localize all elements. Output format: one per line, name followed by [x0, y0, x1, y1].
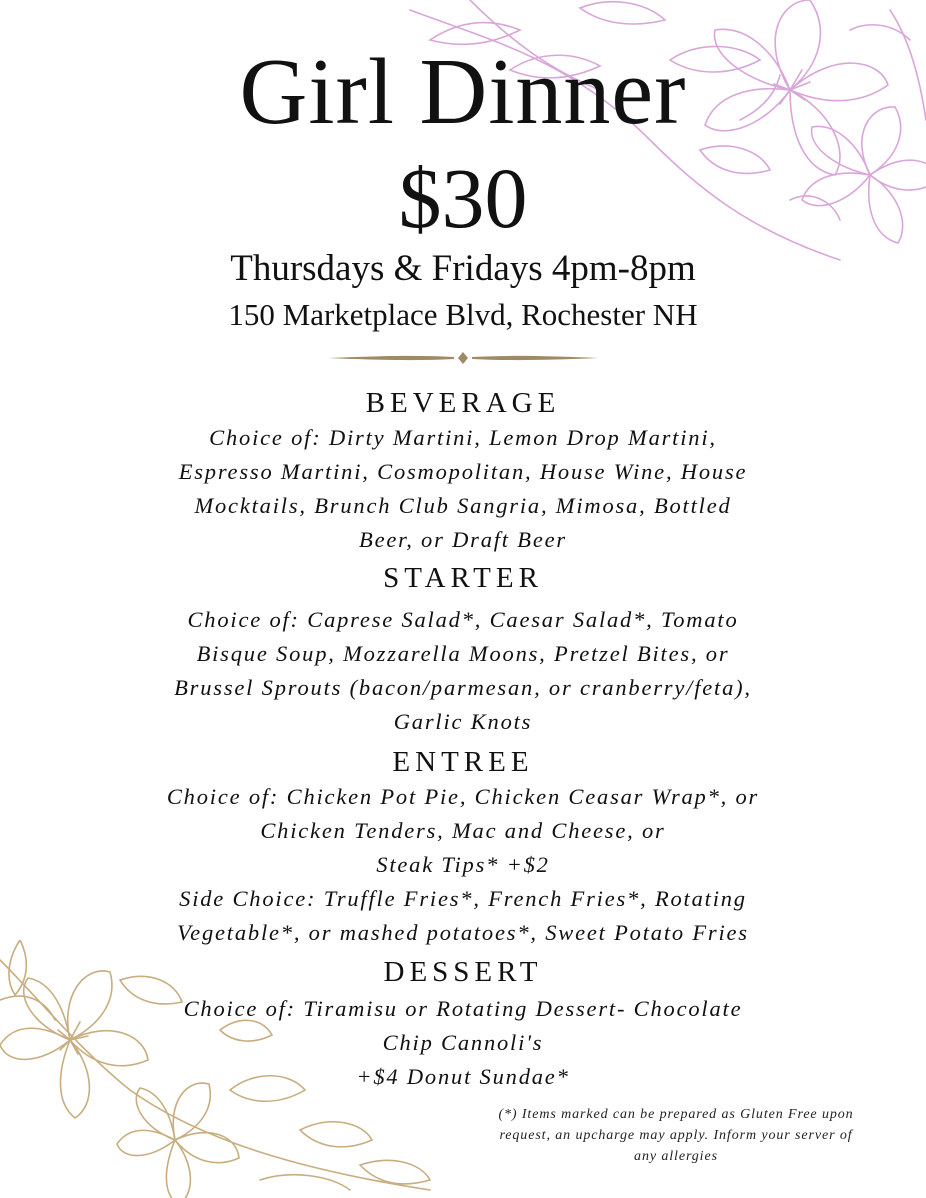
beverage-line: Choice of: Dirty Martini, Lemon Drop Martini,: [209, 425, 717, 450]
beverage-description: [113, 421, 813, 557]
section-heading-beverage: BEVERAGE: [365, 387, 561, 419]
ornamental-divider: [326, 349, 600, 367]
entree-line: Vegetable*, or mashed potatoes*, Sweet Potato Fries: [177, 920, 749, 945]
dessert-description: [113, 992, 813, 1094]
address-text: 150 Marketplace Blvd, Rochester NH: [228, 297, 698, 332]
beverage-line: Beer, or Draft Beer: [359, 527, 567, 552]
section-heading-starter: STARTER: [383, 562, 543, 594]
entree-line: Choice of: Chicken Pot Pie, Chicken Ceasar Wrap*, or: [166, 784, 760, 809]
section-heading-dessert: DESSERT: [383, 956, 543, 988]
gluten-free-footnote: [436, 1104, 916, 1167]
entree-line: Chicken Tenders, Mac and Cheese, or: [260, 818, 666, 843]
starter-line: Garlic Knots: [393, 709, 533, 734]
starter-line: Brussel Sprouts (bacon/parmesan, or cranberry/feta),: [174, 675, 752, 700]
beverage-line: Mocktails, Brunch Club Sangria, Mimosa, Bottled: [194, 493, 732, 518]
entree-line: Steak Tips* +$2: [376, 852, 550, 877]
entree-line: Side Choice: Truffle Fries*, French Fries*, Rotating: [179, 886, 747, 911]
starter-line: Choice of: Caprese Salad*, Caesar Salad*, Tomato: [187, 607, 739, 632]
beverage-line: Espresso Martini, Cosmopolitan, House Wine, House: [178, 459, 748, 484]
dessert-line: +$4 Donut Sundae*: [356, 1064, 570, 1089]
footnote-line: (*) Items marked can be prepared as Gluten Free upon: [498, 1107, 854, 1122]
dessert-line: Choice of: Tiramisu or Rotating Dessert- Chocolate: [183, 996, 743, 1021]
starter-line: Bisque Soup, Mozzarella Moons, Pretzel Bites, or: [196, 641, 730, 666]
footnote-line: any allergies: [634, 1149, 718, 1164]
section-heading-entree: ENTREE: [392, 746, 534, 778]
schedule-text: Thursdays & Fridays 4pm-8pm: [230, 248, 696, 289]
price: $30: [398, 150, 528, 246]
entree-description: [113, 780, 813, 950]
footnote-line: request, an upcharge may apply. Inform your server of: [499, 1128, 853, 1143]
starter-description: [113, 603, 813, 739]
dessert-line: Chip Cannoli's: [382, 1030, 544, 1055]
page-title: Girl Dinner: [239, 40, 687, 144]
